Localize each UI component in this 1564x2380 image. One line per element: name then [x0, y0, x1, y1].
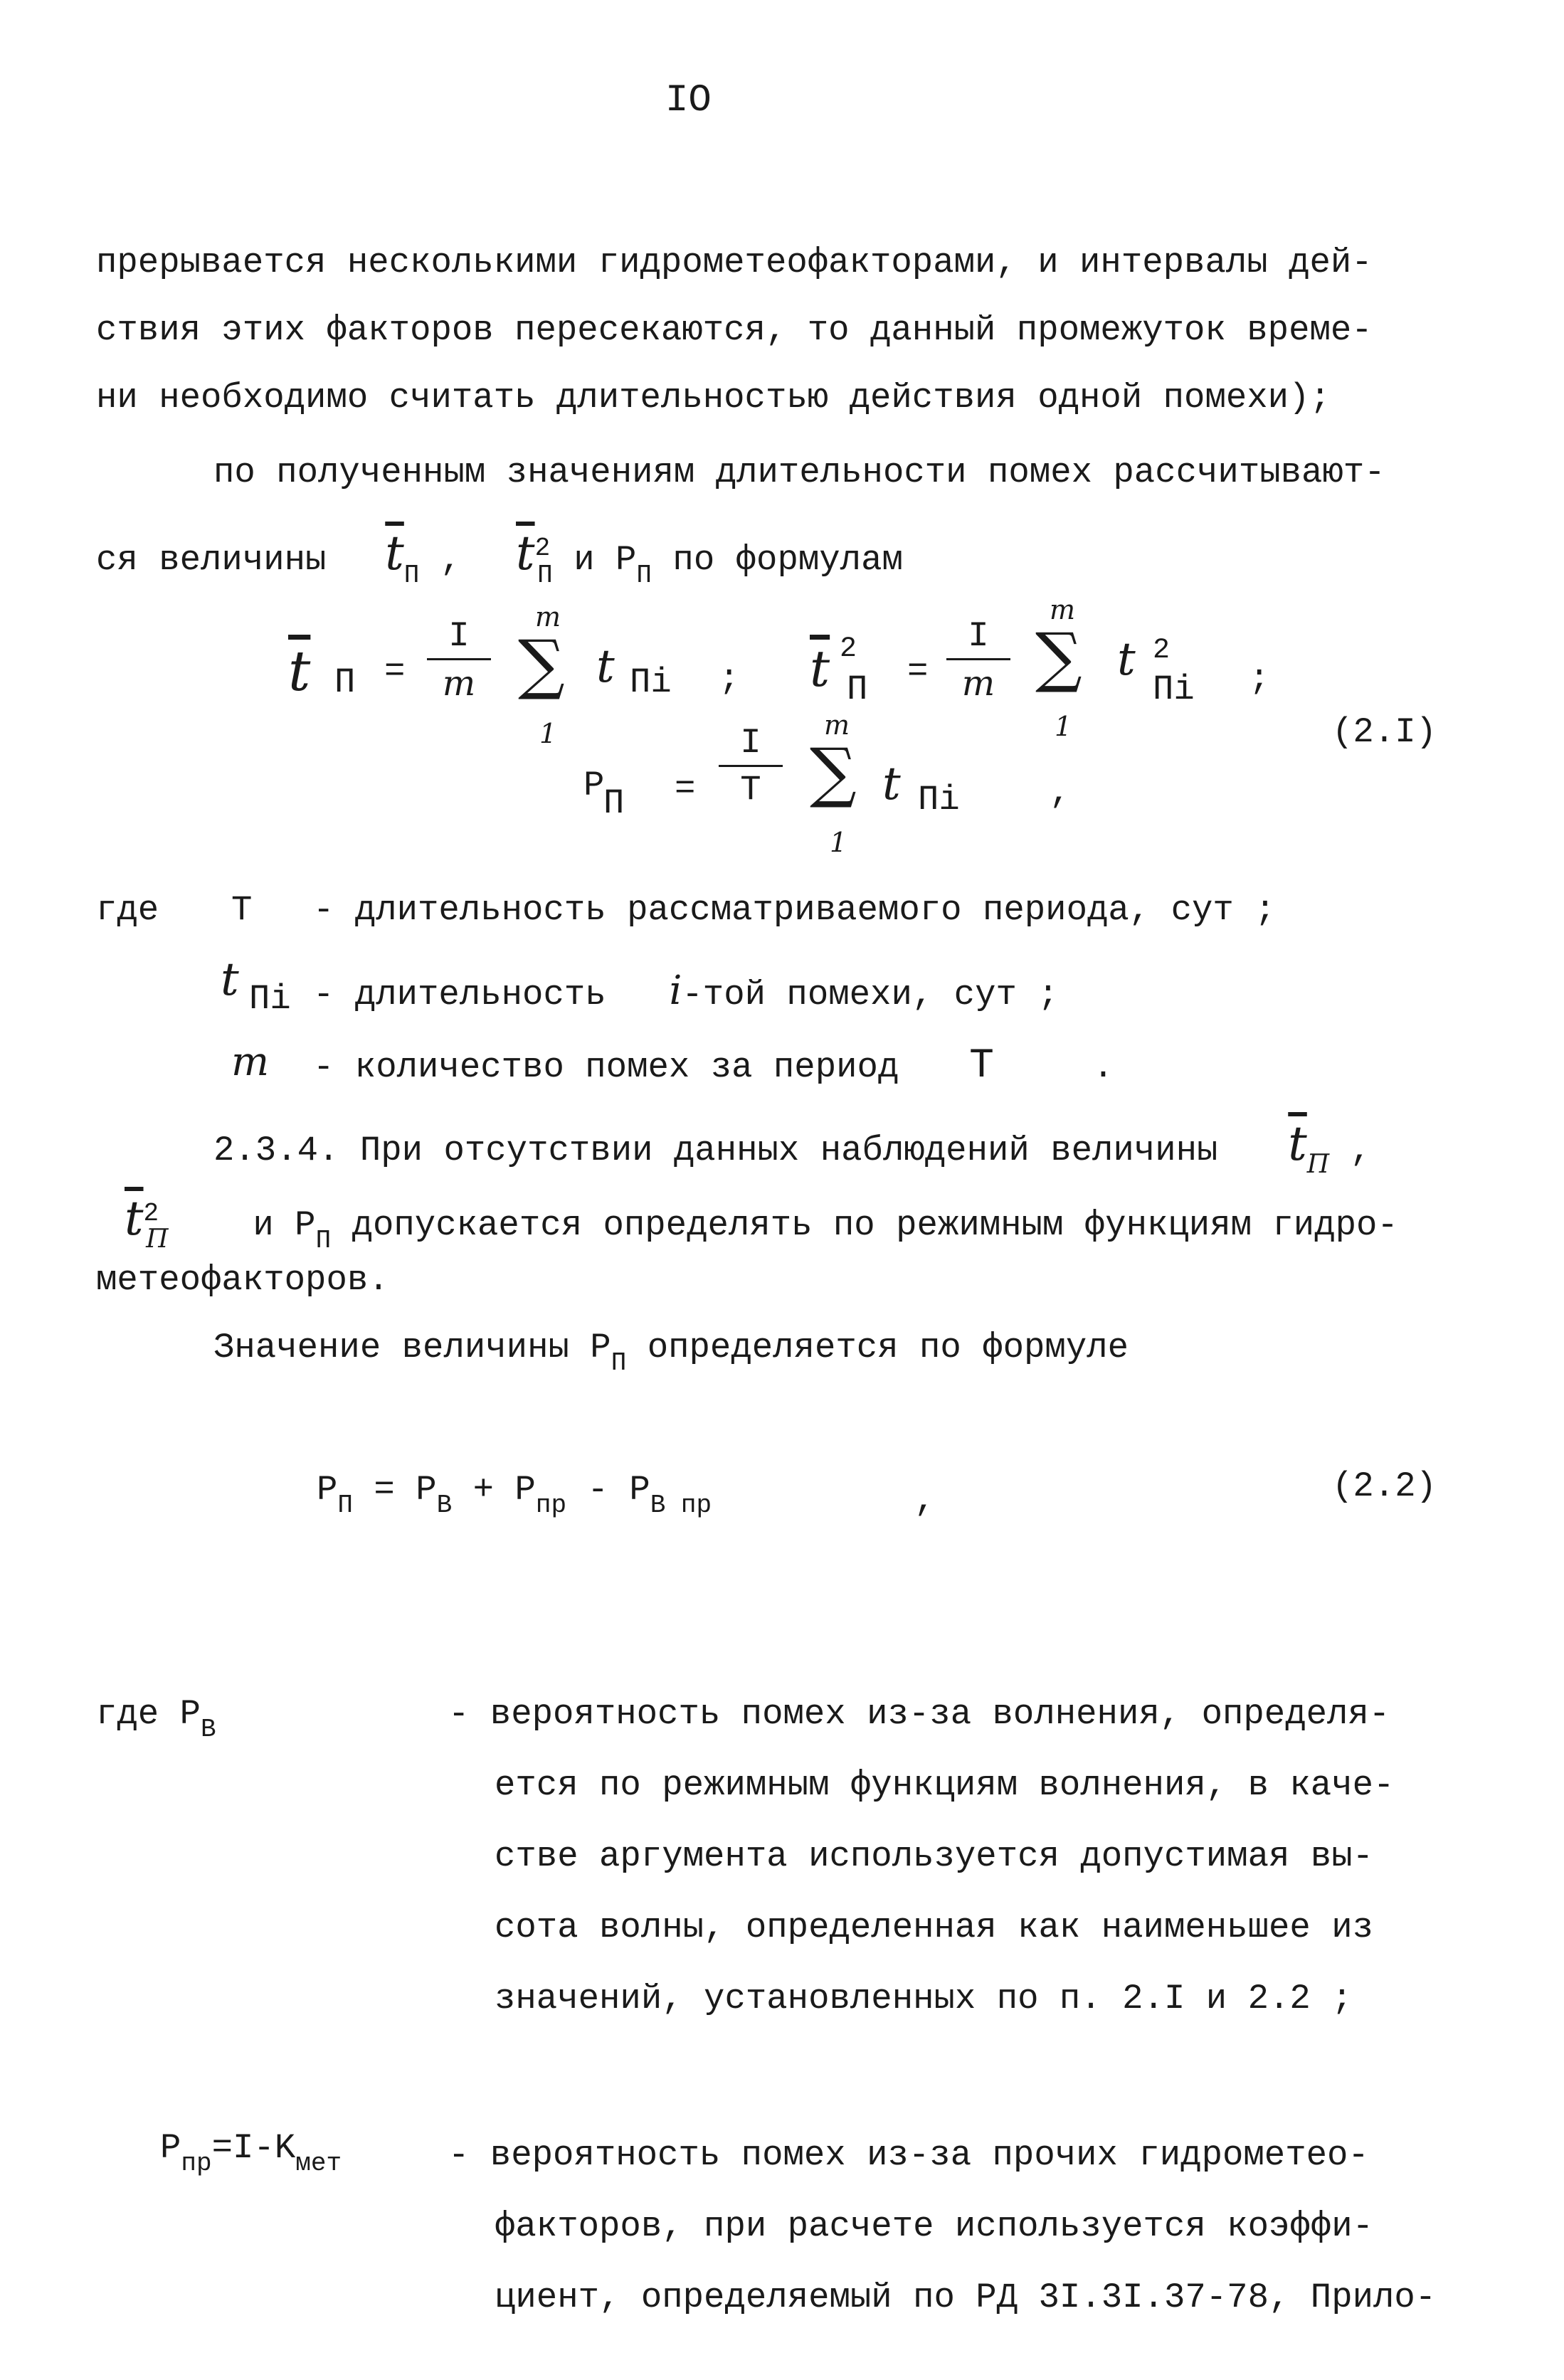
paragraph-line: Значение величины $P_П$ определяется по формуле	[213, 1328, 1129, 1377]
where-label: где $P_В$	[96, 1694, 216, 1744]
definition-line: факторов, при расчете используется коэффи-	[495, 2206, 1374, 2246]
paragraph-line: прерывается несколькими гидрометеофакторами, и интервалы дей-	[96, 243, 1373, 282]
where-label: $P_{пр}=I-K_{мет}$	[160, 2128, 342, 2178]
section-line: метеофакторов.	[96, 1260, 389, 1300]
page-number: IO	[665, 79, 712, 122]
definition-line: сота волны, определенная как наименьшее из	[495, 1908, 1374, 1947]
where-label: где	[96, 890, 159, 930]
paragraph-line: ствия этих факторов пересекаются, то данный промежуток време-	[96, 310, 1373, 350]
paragraph-line: по полученным значениям длительности помех рассчитывают-	[213, 453, 1385, 492]
where-symbol: t	[221, 953, 239, 1006]
definition-line: - вероятность помех из-за волнения, определя-	[448, 1694, 1390, 1734]
where-symbol: m	[231, 1039, 270, 1085]
formula-number: (2.2)	[1332, 1466, 1437, 1506]
paragraph-line: ся величины $\overline{t}_П$ , $\overline{t}^2_П$ и $P_П$ по формулам	[96, 526, 903, 590]
section-line: $\overline{t}^2_П$ и $P_П$ допускается определять по режимным функциям гидро-	[125, 1191, 1398, 1255]
definition-line: значений, установленных по п. 2.I и 2.2 ;	[495, 1979, 1353, 2019]
definition-line: стве аргумента используется допустимая вы-	[495, 1836, 1374, 1876]
section-line: 2.3.4. При отсутствии данных наблюдений величины $\overline{t}_П$ ,	[213, 1116, 1371, 1179]
definition-line: циент, определяемый по РД 3I.3I.37-78, Прило-	[495, 2278, 1437, 2317]
where-symbol: T	[231, 890, 253, 930]
paragraph-line: ни необходимо считать длительностью действия одной помехи);	[96, 378, 1331, 418]
where-text: - длительность рассматриваемого периода, сут ;	[313, 890, 1276, 930]
t-bar-symbol: $\overline{t}$	[385, 526, 404, 581]
t2-bar-symbol: $\overline{t}$	[516, 526, 535, 581]
definition-line: - вероятность помех из-за прочих гидрометео-	[448, 2135, 1369, 2175]
definition-line: ется по режимным функциям волнения, в каче-	[495, 1765, 1395, 1805]
formula-2-2: $P_П = P_В + P_{пр} - P_{В пр}$	[317, 1470, 712, 1520]
formula-number: (2.I)	[1332, 712, 1437, 752]
